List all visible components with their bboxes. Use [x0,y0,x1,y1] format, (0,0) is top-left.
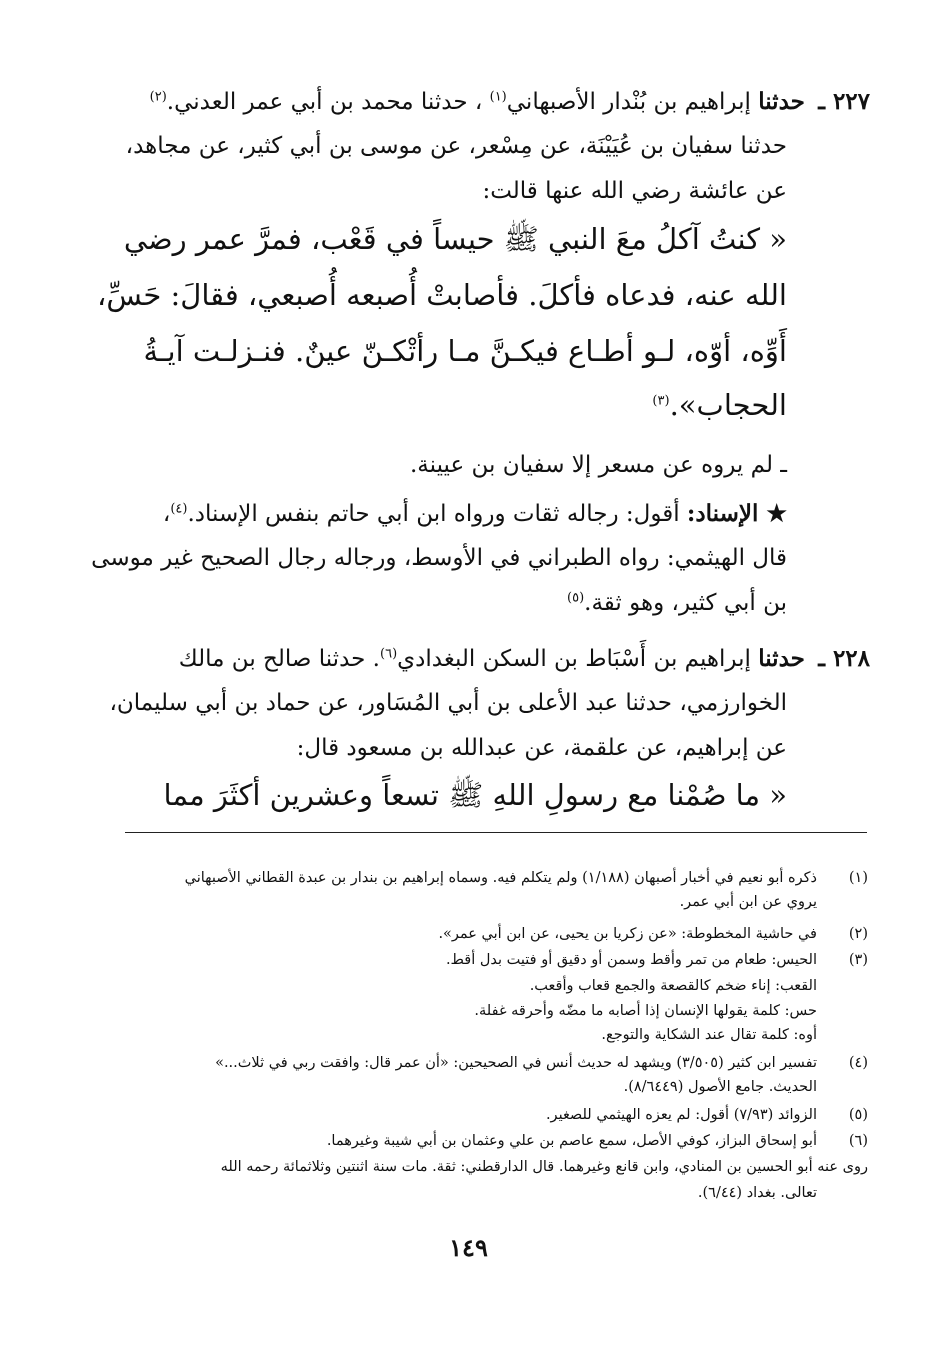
text-span: . حدثنا صالح بن مالك [178,646,380,672]
footnote-line: الزوائد (٧/٩٣) أقول: لم يعزه الهيثمي للصغير. [545,1107,817,1123]
isnad-line-1 [163,500,787,527]
footnote-line: تعالى. بغداد (٦/٤٤). [697,1185,817,1201]
footnote-number: (٥) [848,1107,868,1123]
matn-line-1: « كنتُ آكلُ معَ النبي ﷺ حيساً في قَعْب، فمرَّ عمر رضي [123,222,787,256]
text-span: أقول: رجاله ثقات ورواه ابن أبي حاتم بنفس الإسناد. [187,501,680,527]
hadith-number: ٢٢٨ ـ [818,645,870,672]
hadith-number: ٢٢٧ ـ [818,88,870,115]
footnote-line: القعب: إناء ضخم كالقصعة والجمع قعاب وأقعب. [529,978,817,994]
footnote-number: (١) [848,870,868,886]
footnote-number: (٦) [848,1133,868,1149]
footnote-ref: (٦) [380,646,398,662]
text-span: إبراهيم بن بُنْدار الأصبهاني [506,89,751,115]
matn-line-3: أَوِّه، أوّه، لـو أطـاع فيكـنَّ مـا رأتْكـنّ عينٌ. فنـزلـت آيـةُ [143,334,787,368]
footnote-line: ذكره أبو نعيم في أخبار أصبهان (١/١٨٨) ولم يتكلم فيه. وسماه إبراهيم بن بندار بن عبدة القطاني الأصبهاني [184,870,817,886]
text-span: الحجاب». [669,388,787,422]
hadith-228-line-3: عن إبراهيم، عن علقمة، عن عبدالله بن مسعود قال: [296,735,787,761]
text-span: إبراهيم بن أَسْبَاط بن السكن البغدادي [397,646,751,672]
footnote-line: تفسير ابن كثير (٣/٥٠٥) ويشهد له حديث أنس في الصحيحين: «أن عمر قال: وافقت ربي في ثلاث...» [215,1055,817,1071]
hadith-227-line-3: عن عائشة رضي الله عنها قالت: [482,178,787,204]
footnote-ref: (٣) [652,393,670,409]
page-number: ١٤٩ [449,1233,488,1262]
hadith-227-line-1 [150,88,870,115]
footnote-ref: (١) [489,89,507,105]
text-span: بن أبي كثير، وهو ثقة. [584,590,787,616]
footnote-divider [125,832,867,833]
text-span: ، حدثنا محمد بن أبي عمر العدني. [166,89,483,115]
footnote-ref: (٢) [149,89,167,105]
hadith-opening: حدثنا [758,645,805,672]
isnad-line-2: قال الهيثمي: رواه الطبراني في الأوسط، ورجاله رجال الصحيح غير موسى [91,545,787,571]
matn-line-2: الله عنه، فدعاه فأكلَ. فأصابتْ أُصبعه أُصبعي، فقالَ: حَسِّ، [97,278,787,312]
footnote-ref: (٤) [170,501,188,517]
isnad-line-3 [567,590,787,616]
hadith-227-line-2: حدثنا سفيان بن عُيَيْنَة، عن مِسْعر، عن موسى بن أبي كثير، عن مجاهد، [125,133,787,159]
matn-line-1: « ما صُمْنا مع رسولِ اللهِ ﷺ تسعاً وعشرين أكثَرَ مما [163,778,787,812]
hadith-opening: حدثنا [758,88,805,115]
hadith-228-line-2: الخوارزمي، حدثنا عبد الأعلى بن أبي المُسَاور، عن حماد بن أبي سليمان، [109,690,787,716]
isnad-label: ★ الإسناد: [686,500,787,527]
footnote-line: يروي عن ابن أبي عمر. [679,894,817,910]
footnote-line: حس: كلمة يقولها الإنسان إذا أصابه ما مضّه وأحرقه غفلة. [474,1003,817,1019]
footnote-number: (٢) [848,926,868,942]
narration-note: ـ لم يروه عن مسعر إلا سفيان بن عيينة. [410,452,787,478]
footnote-line: الحديث. جامع الأصول (٨/٦٤٤٩). [623,1079,817,1095]
footnote-ref: (٥) [567,590,585,606]
footnote-number: (٣) [848,952,868,968]
footnote-number: (٤) [848,1055,868,1071]
text-span: ، [162,501,171,527]
footnote-line: أبو إسحاق البزاز، كوفي الأصل، سمع عاصم بن علي وعثمان بن أبي شيبة وغيرهما. [326,1133,817,1149]
hadith-228-line-1 [179,645,870,672]
footnote-line: في حاشية المخطوطة: «عن زكريا بن يحيى، عن ابن أبي عمر». [438,926,817,942]
footnote-line: روى عنه أبو الحسين بن المنادي، وابن قانع وغيرهما. قال الدارقطني: ثقة. مات سنة اثنتين وثلاثمائة رحمه الله [220,1159,868,1175]
footnote-line: الحيس: طعام من تمر وأقط وسمن أو دقيق أو فتيت بدل أقط. [445,952,817,968]
matn-line-4 [652,388,787,422]
footnote-line: أوه: كلمة تقال عند الشكاية والتوجع. [601,1027,817,1043]
